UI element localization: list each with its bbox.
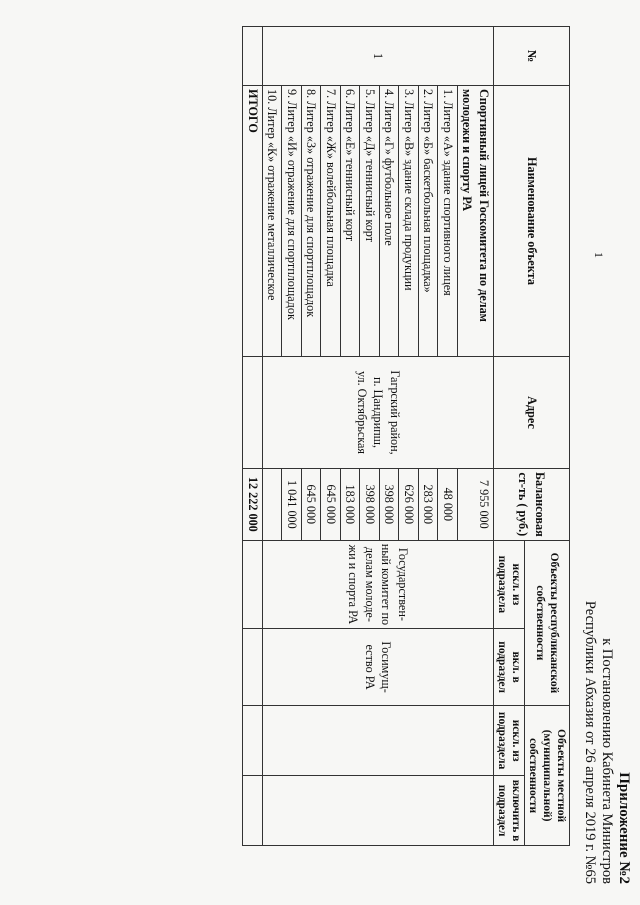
total-value: 12 222 000	[243, 469, 263, 541]
item-name: 7. Литер «Ж» волейбольная площадка	[321, 86, 341, 357]
rep-incl-cell	[263, 629, 494, 706]
item-balance	[263, 469, 283, 541]
item-name: 9. Литер «И» отражение для спортплощадок	[282, 86, 302, 357]
rep-excl-line: делам молоде-	[363, 546, 377, 622]
rotated-sheet	[6, 6, 636, 901]
page-number: 1	[592, 252, 606, 258]
item-name: 10. Литер «К» отражение металлическое	[263, 86, 283, 357]
rep-incl-line: ество РА	[363, 644, 377, 690]
balance-cell: 7 955 000	[458, 469, 494, 541]
total-row	[243, 27, 263, 846]
appendix-header	[581, 554, 632, 884]
address-line: ул. Октябрьская	[354, 370, 369, 455]
item-balance: 398 000	[360, 469, 380, 541]
appendix-line-2: Республики Абхазия от 26 апреля 2019 г. №65	[582, 600, 598, 884]
rep-excl-cell	[263, 540, 494, 628]
total-empty	[243, 357, 263, 469]
item-name: 5. Литер «Д» теннисный корт	[360, 86, 380, 357]
col-rep-excl: искл. из подраздела	[494, 540, 525, 628]
item-balance: 1 041 000	[282, 469, 302, 541]
mun-incl-cell	[263, 776, 494, 846]
item-name: 3. Литер «В» здание склада продукции	[399, 86, 419, 357]
item-name: 2. Литер «Б» баскетбольная площадка»	[419, 86, 439, 357]
header-row-1	[525, 27, 570, 846]
col-republic: Объекты республиканской собственности	[525, 540, 570, 705]
rep-excl-line: ный комитет по	[379, 543, 394, 626]
total-empty	[243, 540, 263, 628]
item-name: 8. Литер «З» отражение для спортплощадок	[302, 86, 322, 357]
item-name: 1. Литер «А» здание спортивного лицея	[438, 86, 458, 357]
appendix-title: Приложение №2	[616, 772, 632, 884]
col-number: №	[494, 27, 570, 86]
mun-excl-cell	[263, 706, 494, 776]
total-empty	[243, 706, 263, 776]
item-balance: 645 000	[302, 469, 322, 541]
item-balance: 626 000	[399, 469, 419, 541]
rep-excl-line: жи и спорта РА	[346, 544, 361, 625]
total-label: ИТОГО	[243, 86, 263, 357]
total-empty	[243, 27, 263, 86]
col-balance: Балансовая ст-ть ( руб.)	[494, 469, 570, 541]
item-balance: 645 000	[321, 469, 341, 541]
col-name: Наименование объекта	[494, 86, 570, 357]
item-balance: 183 000	[341, 469, 361, 541]
item-balance: 283 000	[419, 469, 439, 541]
row-number: 1	[263, 27, 494, 86]
item-balance: 398 000	[380, 469, 400, 541]
group-title: Спортивный лицей Госкомитета по делам молодежи и спорту РА	[458, 86, 494, 357]
appendix-line-1: к Постановлению Кабинета Министров	[599, 638, 615, 884]
objects-table	[243, 26, 571, 846]
col-address: Адрес	[494, 357, 570, 469]
rep-incl-line: Госимущ-	[379, 641, 394, 693]
address-line: п. Цандрипш,	[371, 376, 386, 449]
col-municipal: Объекты местной (муниципальной) собственности	[525, 706, 570, 846]
item-name: 4. Литер «Г» футбольное поле	[380, 86, 400, 357]
group-address	[263, 357, 494, 469]
table-row	[458, 27, 494, 846]
total-empty	[243, 629, 263, 706]
col-rep-incl: вкл. в подраздел	[494, 629, 525, 706]
address-line: Гагрский район,	[387, 370, 402, 455]
total-empty	[243, 776, 263, 846]
item-balance: 48 000	[438, 469, 458, 541]
item-name: 6. Литер «Е» теннисный корт	[341, 86, 361, 357]
col-mun-excl: искл. из подраздела	[494, 706, 525, 776]
col-mun-incl: включить в подраздел	[494, 776, 525, 846]
rep-excl-line: Государствен-	[396, 547, 410, 621]
